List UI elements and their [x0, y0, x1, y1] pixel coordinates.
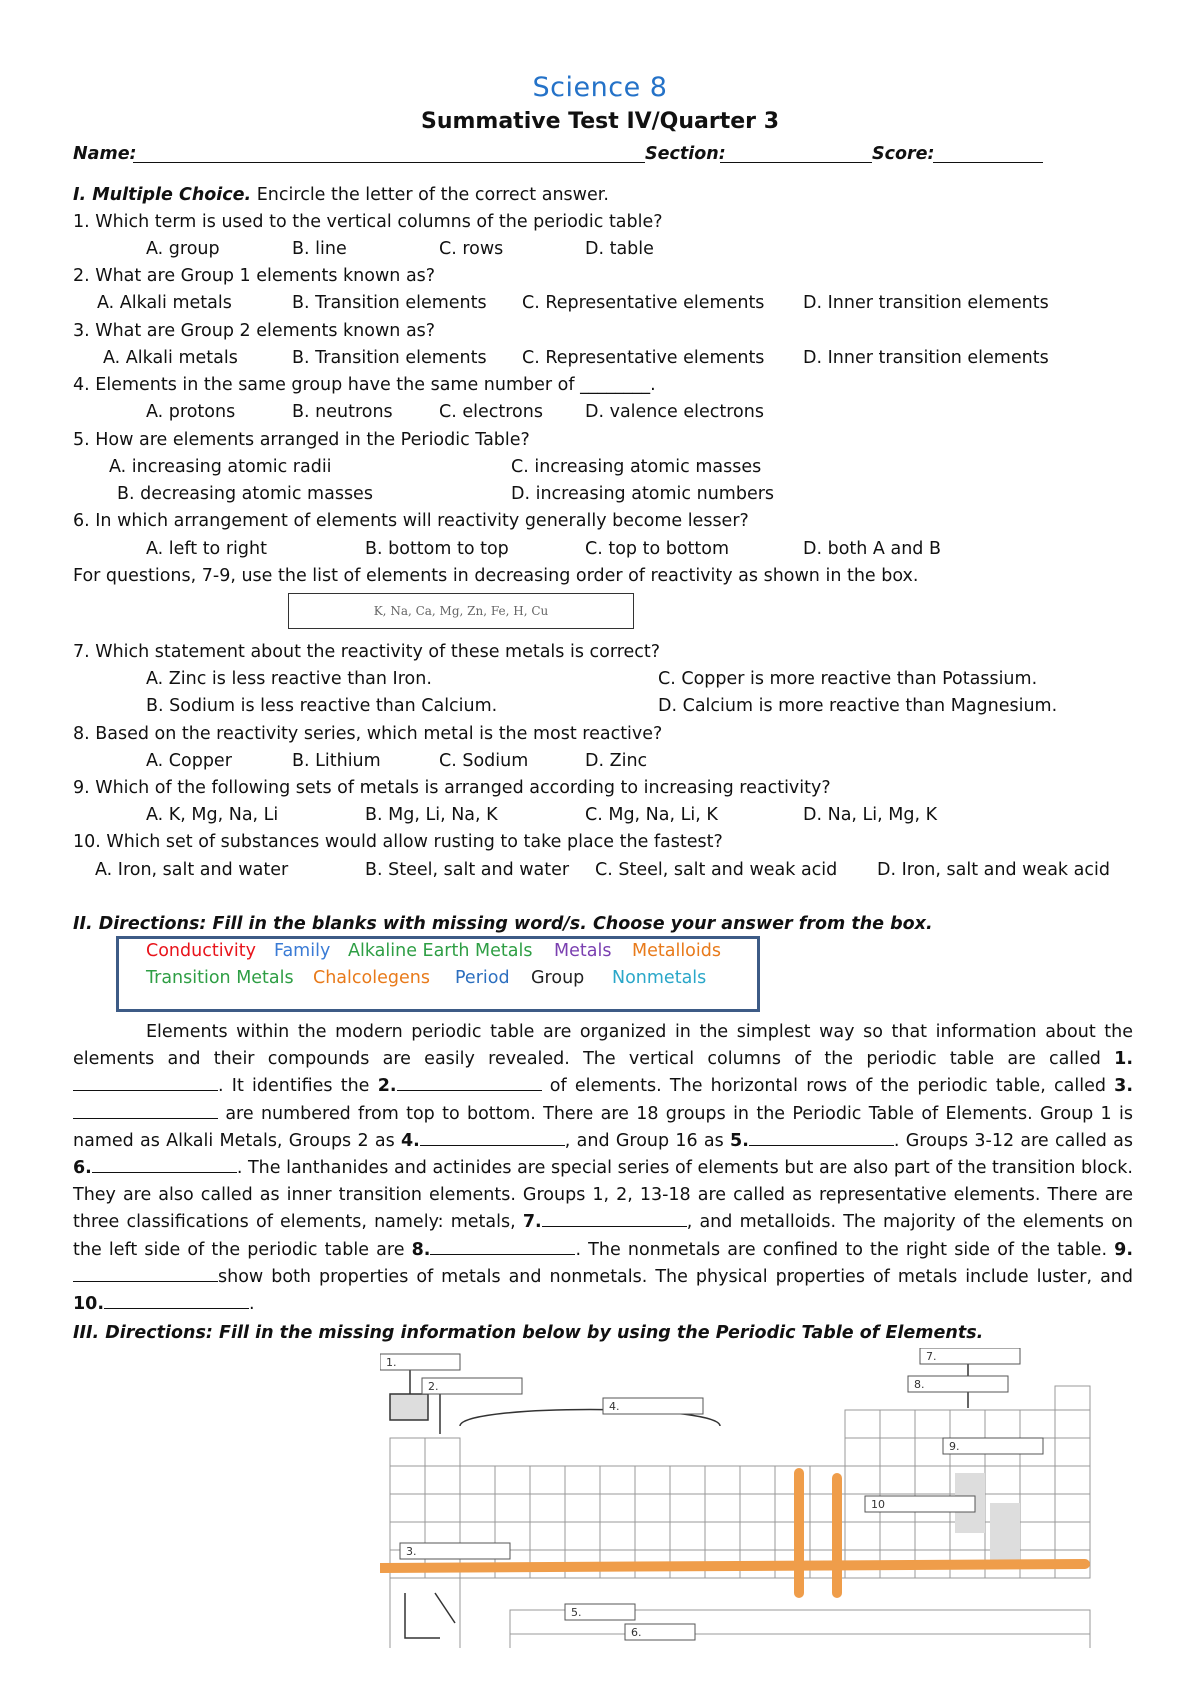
q1-option-a[interactable]: A. group [146, 239, 220, 259]
label-10: 10 [871, 1498, 885, 1511]
q6-option-b[interactable]: B. bottom to top [365, 539, 509, 559]
question-9: 9. Which of the following sets of metals is arranged according to increasing reactivity? [73, 778, 831, 798]
q1-option-b[interactable]: B. line [292, 239, 347, 259]
blank-6[interactable] [92, 1156, 237, 1173]
label-7: 7. [926, 1350, 937, 1363]
blank-3-number: 3. [1114, 1076, 1133, 1097]
name-label: Name: [73, 144, 137, 164]
blank-2-number: 2. [377, 1076, 397, 1097]
element-reactivity-box: K, Na, Ca, Mg, Zn, Fe, H, Cu [288, 593, 634, 629]
question-4: 4. Elements in the same group have the same number of ________. [73, 375, 656, 395]
question-7: 7. Which statement about the reactivity of these metals is correct? [73, 642, 661, 662]
blank-10[interactable] [104, 1292, 249, 1309]
q6-option-d[interactable]: D. both A and B [803, 539, 941, 559]
page-title: Science 8 [532, 72, 668, 103]
blank-8[interactable] [430, 1238, 575, 1255]
q7-option-b[interactable]: B. Sodium is less reactive than Calcium. [146, 696, 498, 716]
blank-8-number: 8. [411, 1239, 431, 1260]
part1-heading-line [73, 184, 609, 206]
q5-option-c[interactable]: C. increasing atomic masses [511, 457, 762, 477]
question-8: 8. Based on the reactivity series, which metal is the most reactive? [73, 724, 663, 744]
q9-option-a[interactable]: A. K, Mg, Na, Li [146, 805, 279, 825]
q2-option-b[interactable]: B. Transition elements [292, 293, 487, 313]
para-text-b: . It identifies the [218, 1076, 378, 1097]
q4-option-c[interactable]: C. electrons [439, 402, 543, 422]
blank-9[interactable] [73, 1265, 218, 1282]
blank-4[interactable] [420, 1129, 565, 1146]
word-group: Group [531, 968, 585, 988]
word-bank-box [116, 936, 760, 1012]
q1-option-c[interactable]: C. rows [439, 239, 504, 259]
word-metals: Metals [554, 941, 612, 961]
label-4: 4. [609, 1400, 620, 1413]
q7-option-d[interactable]: D. Calcium is more reactive than Magnesium. [658, 696, 1058, 716]
para-text-a: Elements within the modern periodic table are organized in the simplest way so that information about the elements and their compounds are easily revealed. The vertical columns of the periodic table are called [73, 1022, 1133, 1070]
word-chalcolegens: Chalcolegens [313, 968, 430, 988]
section-label: Section: [645, 144, 726, 164]
para-text-d: are numbered from top to bottom. There are 18 groups in the Periodic Table of Elements. Group 1 is named as Alkali Metals, Groups 2 as [73, 1103, 1133, 1151]
fill-in-paragraph [73, 1019, 1133, 1318]
q1-option-d[interactable]: D. table [585, 239, 654, 259]
q3-option-b[interactable]: B. Transition elements [292, 348, 487, 368]
question-2: 2. What are Group 1 elements known as? [73, 266, 436, 286]
q6-option-a[interactable]: A. left to right [146, 539, 267, 559]
para-text-k: . [249, 1294, 255, 1315]
word-nonmetals: Nonmetals [612, 968, 707, 988]
score-field[interactable] [933, 162, 1043, 163]
para-text-f: . Groups 3-12 are called as [893, 1130, 1134, 1151]
label-3: 3. [406, 1545, 417, 1558]
para-text-e: , and Group 16 as [564, 1130, 731, 1151]
word-metalloids: Metalloids [632, 941, 721, 961]
blank-4-number: 4. [400, 1130, 420, 1151]
blank-5[interactable] [749, 1129, 894, 1146]
part3-heading: III. Directions: Fill in the missing information below by using the Periodic Table of Elements. [73, 1323, 984, 1343]
q7-option-c[interactable]: C. Copper is more reactive than Potassium. [658, 669, 1038, 689]
question-10: 10. Which set of substances would allow rusting to take place the fastest? [73, 832, 723, 852]
word-conductivity: Conductivity [146, 941, 256, 961]
q3-option-a[interactable]: A. Alkali metals [103, 348, 238, 368]
blank-1-number: 1. [1114, 1049, 1133, 1070]
q2-option-a[interactable]: A. Alkali metals [97, 293, 232, 313]
page-subtitle: Summative Test IV/Quarter 3 [420, 109, 779, 134]
blank-2[interactable] [397, 1074, 542, 1091]
label-5: 5. [571, 1606, 582, 1619]
blank-7-number: 7. [522, 1212, 542, 1233]
para-text-i: . The nonmetals are confined to the right side of the table. [575, 1239, 1115, 1260]
q4-option-b[interactable]: B. neutrons [292, 402, 393, 422]
name-field[interactable] [133, 162, 645, 163]
q9-option-d[interactable]: D. Na, Li, Mg, K [803, 805, 938, 825]
blank-6-number: 6. [73, 1158, 92, 1179]
blank-7[interactable] [542, 1210, 687, 1227]
q2-option-c[interactable]: C. Representative elements [522, 293, 765, 313]
word-family: Family [274, 941, 331, 961]
blank-10-number: 10. [73, 1294, 105, 1315]
part1-heading: I. Multiple Choice. [73, 185, 252, 205]
blank-3[interactable] [73, 1102, 218, 1119]
q3-option-d[interactable]: D. Inner transition elements [803, 348, 1049, 368]
label-9: 9. [949, 1440, 960, 1453]
word-alkaline-earth-metals: Alkaline Earth Metals [348, 941, 533, 961]
blank-9-number: 9. [1114, 1239, 1133, 1260]
q8-option-d[interactable]: D. Zinc [585, 751, 648, 771]
label-1: 1. [386, 1356, 397, 1369]
q10-option-d[interactable]: D. Iron, salt and weak acid [877, 860, 1110, 880]
label-8: 8. [914, 1378, 925, 1391]
para-text-g: . The lanthanides and actinides are special series of elements but are also part of the transition block. They are also called as inner transition elements. Groups 1, 2, 13-18 are called as representative elements. There are three classifications of elements, namely: metals, [73, 1158, 1133, 1233]
q4-option-d[interactable]: D. valence electrons [585, 402, 764, 422]
q5-option-a[interactable]: A. increasing atomic radii [109, 457, 332, 477]
part1-instruction: Encircle the letter of the correct answer. [251, 185, 609, 205]
q5-option-d[interactable]: D. increasing atomic numbers [511, 484, 775, 504]
q5-option-b[interactable]: B. decreasing atomic masses [117, 484, 373, 504]
q7-option-a[interactable]: A. Zinc is less reactive than Iron. [146, 669, 432, 689]
q9-option-b[interactable]: B. Mg, Li, Na, K [365, 805, 498, 825]
q4-option-a[interactable]: A. protons [146, 402, 236, 422]
blank-1[interactable] [73, 1074, 218, 1091]
q2-option-d[interactable]: D. Inner transition elements [803, 293, 1049, 313]
q8-option-b[interactable]: B. Lithium [292, 751, 381, 771]
q8-option-a[interactable]: A. Copper [146, 751, 232, 771]
question-5: 5. How are elements arranged in the Periodic Table? [73, 430, 530, 450]
word-transition-metals: Transition Metals [146, 968, 294, 988]
q3-option-c[interactable]: C. Representative elements [522, 348, 765, 368]
para-text-h: , and metalloids. The majority of the elements on the left side of the periodic table are [73, 1212, 1134, 1260]
q6-option-c[interactable]: C. top to bottom [585, 539, 730, 559]
question-1: 1. Which term is used to the vertical columns of the periodic table? [73, 212, 663, 232]
score-label: Score: [872, 144, 935, 164]
questions-7-9-note: For questions, 7-9, use the list of elements in decreasing order of reactivity as shown in the box. [73, 566, 919, 586]
q10-option-c[interactable]: C. Steel, salt and weak acid [595, 860, 838, 880]
q8-option-c[interactable]: C. Sodium [439, 751, 529, 771]
label-6: 6. [631, 1626, 642, 1639]
section-field[interactable] [720, 162, 872, 163]
periodic-table-diagram [380, 1348, 1100, 1648]
part2-heading: II. Directions: Fill in the blanks with missing word/s. Choose your answer from the box. [73, 914, 933, 934]
q10-option-a[interactable]: A. Iron, salt and water [95, 860, 289, 880]
q9-option-c[interactable]: C. Mg, Na, Li, K [585, 805, 718, 825]
para-text-j: show both properties of metals and nonmetals. The physical properties of metals include luster, and [218, 1266, 1133, 1287]
q10-option-b[interactable]: B. Steel, salt and water [365, 860, 570, 880]
question-6: 6. In which arrangement of elements will reactivity generally become lesser? [73, 511, 749, 531]
label-2: 2. [428, 1380, 439, 1393]
blank-5-number: 5. [730, 1130, 749, 1151]
word-period: Period [455, 968, 510, 988]
question-3: 3. What are Group 2 elements known as? [73, 321, 436, 341]
para-text-c: of elements. The horizontal rows of the periodic table, called [541, 1076, 1115, 1097]
